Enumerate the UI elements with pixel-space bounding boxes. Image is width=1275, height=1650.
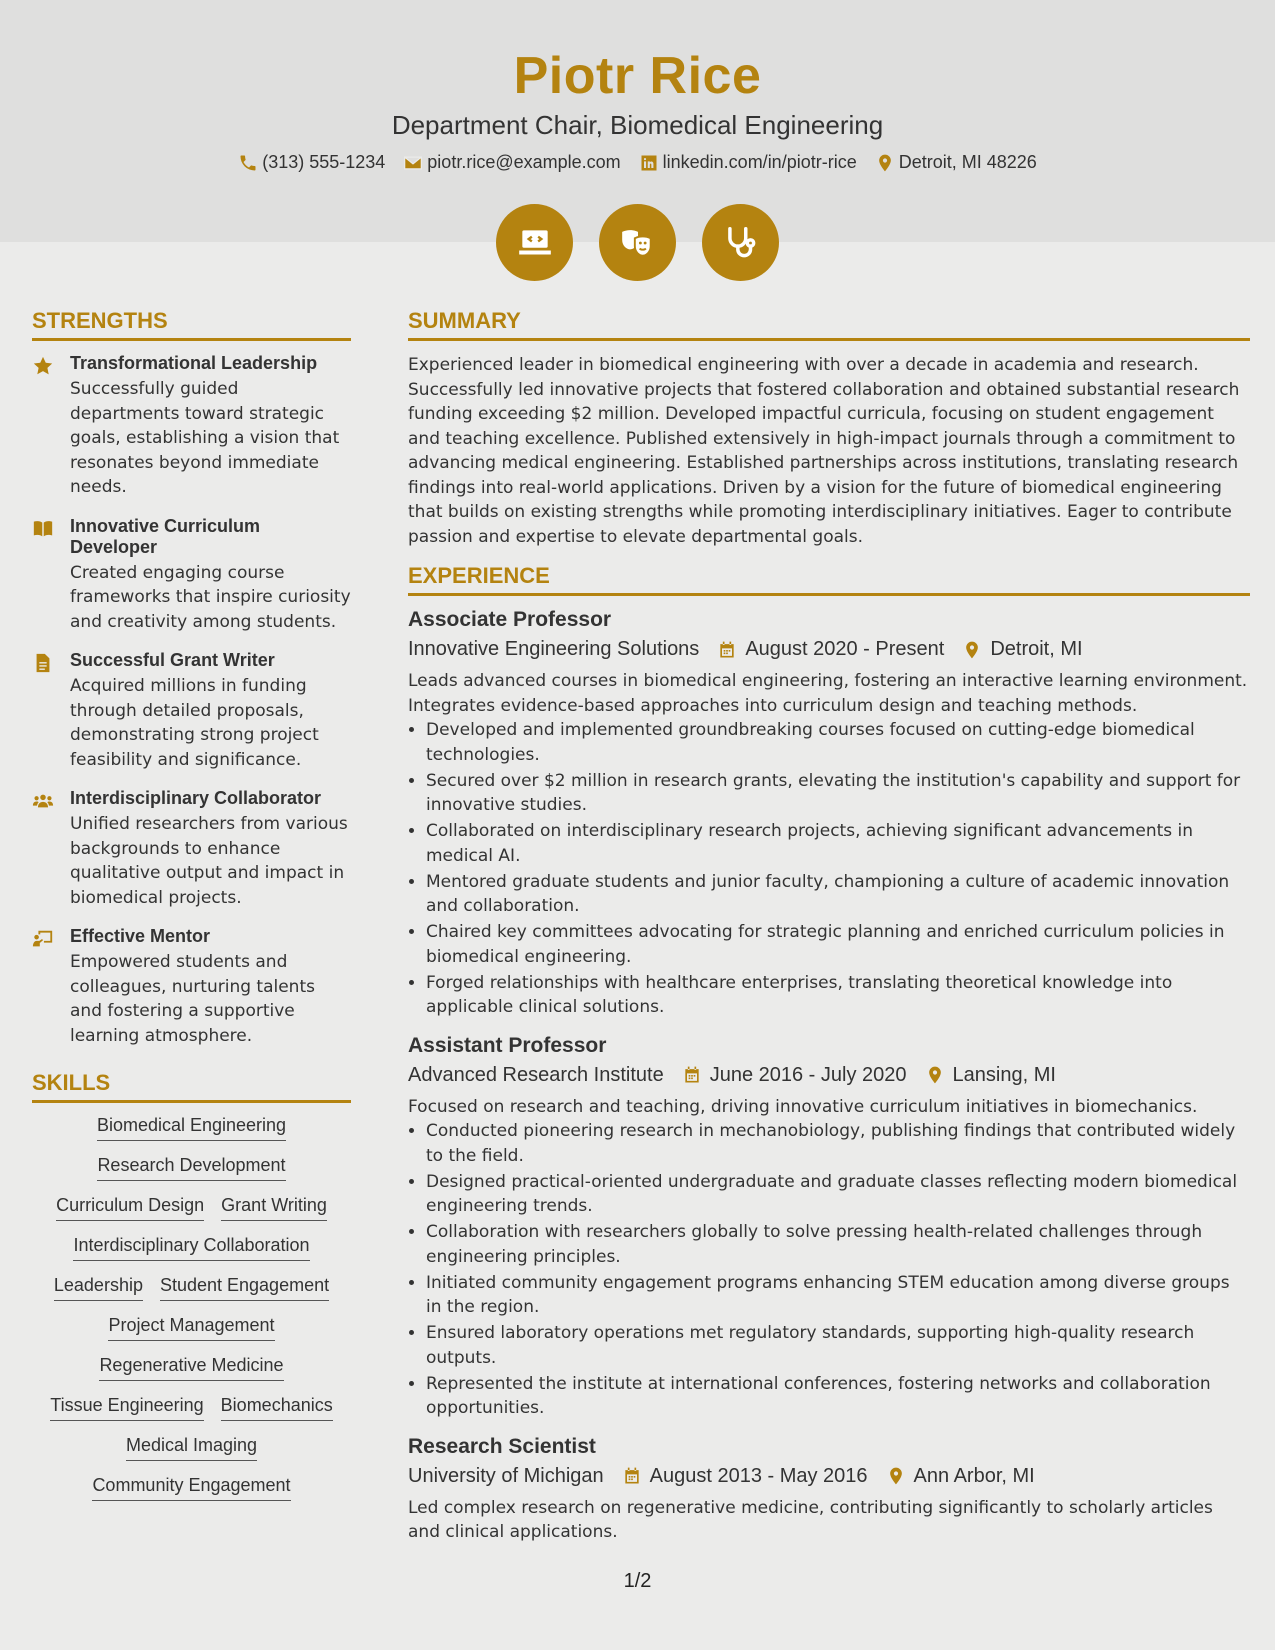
strength-item (32, 650, 351, 772)
job-entry (408, 608, 1250, 1020)
strength-item (32, 926, 351, 1048)
strength-description: Created engaging course frameworks that inspire curiosity and creativity among students. (70, 562, 351, 632)
strength-item (32, 788, 351, 910)
interest-icons (0, 204, 1275, 281)
strength-title: Successful Grant Writer (70, 650, 275, 670)
contact-location-text: Detroit, MI 48226 (898, 152, 1037, 172)
skills-heading: SKILLS (32, 1070, 351, 1103)
skill-tag: Community Engagement (92, 1475, 290, 1501)
chalkboard-teacher-icon (32, 928, 54, 950)
job-bullets (408, 1119, 1250, 1421)
stethoscope-icon (722, 224, 760, 262)
page-number: 1/2 (623, 1570, 652, 1592)
skill-tag: Leadership (54, 1275, 143, 1301)
contact-phone[interactable] (238, 152, 385, 173)
left-column (32, 308, 351, 1501)
job-bullet: • Represented the institute at international conferences, fostering networks and collaboration opportunities. (426, 1372, 1250, 1421)
job-company: Advanced Research Institute (408, 1063, 664, 1086)
strength-item (32, 516, 351, 635)
job-dates: June 2016 - July 2020 (709, 1063, 907, 1086)
job-bullets (408, 718, 1250, 1020)
job-description: Led complex research on regenerative medicine, contributing significantly to scholarly articles and clinical applications. (408, 1497, 1213, 1542)
contact-phone-text: (313) 555-1234 (262, 152, 386, 172)
skill-tag: Biomechanics (221, 1395, 333, 1421)
job-entry (408, 1034, 1250, 1421)
job-dates: August 2020 - Present (745, 638, 945, 660)
strength-description: Unified researchers from various backgrounds to enhance qualitative output and impact in biomedical projects. (70, 814, 348, 908)
strength-title: Effective Mentor (70, 926, 211, 946)
strength-title: Transformational Leadership (70, 353, 318, 373)
job-bullet: • Mentored graduate students and junior faculty, championing a culture of academic innovation and collaboration. (426, 870, 1250, 919)
linkedin-icon (639, 153, 659, 173)
stethoscope-circle (702, 204, 779, 281)
file-icon (32, 652, 54, 674)
strengths-heading: STRENGTHS (32, 308, 351, 341)
job-bullet: • Collaboration with researchers globally to solve pressing health-related challenges through engineering principles. (426, 1220, 1250, 1269)
strength-description: Empowered students and colleagues, nurturing talents and fostering a supportive learning atmosphere. (70, 952, 315, 1046)
skill-tag: Curriculum Design (56, 1195, 204, 1221)
laptop-code-circle (496, 204, 573, 281)
job-dates: August 2013 - May 2016 (649, 1464, 868, 1487)
skill-tag: Biomedical Engineering (97, 1115, 286, 1141)
summary-text: Experienced leader in biomedical engineering with over a decade in academia and research. Successfully led innovative projects that fostered collaboration and obtained substantial research funding exceeding $2 million. Developed impactful curricula, focusing on student engagement and teaching excellence. Published extensively in high-impact journals through a commitment to advancing medical engineering. Established partnerships across institutions, translating research findings into real-world applications. Driven by a vision for the future of biomedical engineering that builds on existing strengths while promoting interdisciplinary initiatives. Eager to contribute passion and expertise to elevate departmental goals. (408, 355, 1240, 547)
job-company: Innovative Engineering Solutions (408, 638, 700, 660)
job-bullet: • Forged relationships with healthcare enterprises, translating theoretical knowledge into applicable clinical solutions. (426, 971, 1250, 1020)
contact-bar (0, 152, 1275, 173)
job-location: Ann Arbor, MI (913, 1464, 1035, 1487)
job-location: Lansing, MI (952, 1063, 1056, 1086)
map-pin-icon (925, 1065, 945, 1085)
skill-tag: Student Engagement (160, 1275, 329, 1301)
theater-masks-circle (599, 204, 676, 281)
job-title: Associate Professor (408, 608, 612, 631)
calendar-icon (682, 1065, 702, 1085)
calendar-icon (622, 1466, 642, 1486)
job-meta (408, 638, 1250, 661)
skill-tag: Project Management (108, 1315, 274, 1341)
envelope-icon (403, 153, 423, 173)
strength-title: Interdisciplinary Collaborator (70, 788, 322, 808)
skill-tag: Interdisciplinary Collaboration (73, 1235, 309, 1261)
contact-location (875, 152, 1037, 173)
job-meta (408, 1465, 1250, 1488)
calendar-icon (717, 640, 737, 660)
job-entry (408, 1435, 1250, 1545)
theater-masks-icon (619, 224, 657, 262)
right-column (408, 308, 1250, 1559)
map-pin-icon (886, 1466, 906, 1486)
strength-description: Acquired millions in funding through detailed proposals, demonstrating strong project feasibility and significance. (70, 676, 319, 770)
book-icon (32, 518, 54, 540)
job-meta (408, 1064, 1250, 1087)
skill-tag: Research Development (97, 1155, 285, 1181)
job-description: Focused on research and teaching, driving innovative curriculum initiatives in biomechanics. (408, 1096, 1198, 1117)
phone-icon (238, 153, 258, 173)
job-title: Research Scientist (408, 1434, 596, 1458)
contact-linkedin[interactable] (639, 152, 857, 173)
contact-email-text: piotr.rice@example.com (427, 152, 621, 172)
skills-list (32, 1115, 351, 1501)
job-bullet: • Secured over $2 million in research grants, elevating the institution's capability and support for innovative studies. (426, 769, 1250, 818)
job-bullet: • Chaired key committees advocating for strategic planning and enriched curriculum policies in biomedical engineering. (426, 920, 1250, 969)
job-bullet: • Ensured laboratory operations met regulatory standards, supporting high-quality research outputs. (426, 1321, 1250, 1370)
job-bullet: • Conducted pioneering research in mechanobiology, publishing findings that contributed widely to the field. (426, 1119, 1250, 1168)
job-bullet: • Developed and implemented groundbreaking courses focused on cutting-edge biomedical technologies. (426, 718, 1250, 767)
strength-item (32, 353, 351, 500)
job-company: University of Michigan (408, 1464, 604, 1487)
map-pin-icon (962, 640, 982, 660)
skill-tag: Regenerative Medicine (99, 1355, 283, 1381)
summary-heading: SUMMARY (408, 308, 1250, 341)
candidate-title: Department Chair, Biomedical Engineering (391, 110, 884, 140)
job-description: Leads advanced courses in biomedical engineering, fostering an interactive learning environment. Integrates evidence-based approaches into curriculum design and teaching methods. (408, 671, 1248, 716)
skill-tag: Grant Writing (221, 1195, 327, 1221)
users-icon (32, 790, 54, 812)
laptop-code-icon (516, 224, 554, 262)
job-bullet: • Collaborated on interdisciplinary research projects, achieving significant advancements in medical AI. (426, 819, 1250, 868)
strength-title: Innovative Curriculum Developer (70, 515, 261, 557)
skill-tag: Medical Imaging (126, 1435, 257, 1461)
map-pin-icon (875, 153, 895, 173)
contact-email[interactable] (403, 152, 620, 173)
candidate-name: Piotr Rice (513, 47, 762, 105)
contact-linkedin-text: linkedin.com/in/piotr-rice (662, 152, 857, 172)
job-bullet: • Initiated community engagement programs enhancing STEM education among diverse groups in the region. (426, 1271, 1250, 1320)
star-icon (32, 355, 54, 377)
job-bullet: • Designed practical-oriented undergraduate and graduate classes reflecting modern biomedical engineering trends. (426, 1170, 1250, 1219)
job-location: Detroit, MI (990, 638, 1083, 660)
strength-description: Successfully guided departments toward strategic goals, establishing a vision that resonates beyond immediate needs. (70, 379, 340, 497)
skill-tag: Tissue Engineering (50, 1395, 203, 1421)
experience-heading: EXPERIENCE (408, 563, 1250, 596)
job-title: Assistant Professor (408, 1033, 607, 1057)
